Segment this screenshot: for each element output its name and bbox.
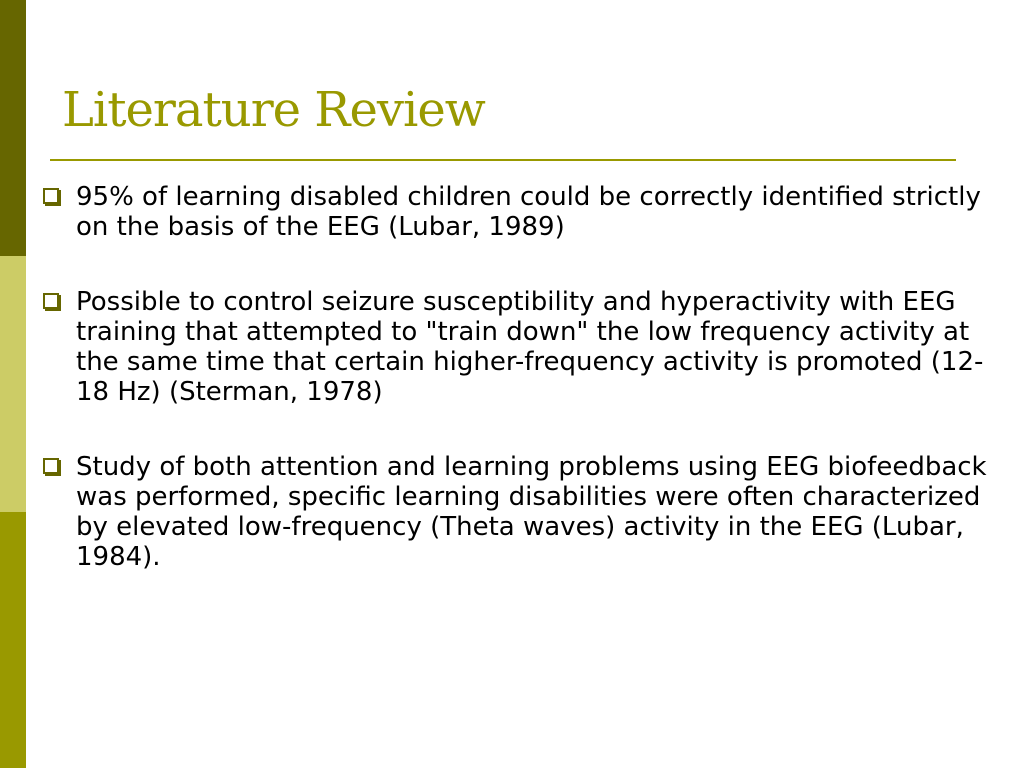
slide-title: Literature Review <box>62 82 485 138</box>
bullet-text: Possible to control seizure susceptibility and hyperactivity with EEG training that attempted to "train down" the low frequency activity at the same time that certain higher-frequency activity is promoted (12-18 Hz) (Sterman, 1978) <box>76 287 984 407</box>
hollow-square-bullet-icon <box>43 293 59 309</box>
bullet-item <box>40 452 990 572</box>
bullet-list <box>40 182 990 617</box>
hollow-square-bullet-icon <box>43 458 59 474</box>
side-bar-segment-light <box>0 256 26 512</box>
bullet-item <box>40 182 990 242</box>
side-bar-segment-mid <box>0 512 26 768</box>
bullet-text: Study of both attention and learning problems using EEG biofeedback was performed, specific learning disabilities were often characterized by elevated low-frequency (Theta waves) activity in the EEG (Lubar, 1984). <box>76 452 987 572</box>
hollow-square-bullet-icon <box>43 188 59 204</box>
side-accent-bar <box>0 0 26 768</box>
side-bar-segment-dark <box>0 0 26 256</box>
bullet-item <box>40 287 990 407</box>
title-divider <box>50 159 956 161</box>
bullet-text: 95% of learning disabled children could be correctly identified strictly on the basis of the EEG (Lubar, 1989) <box>76 182 981 242</box>
